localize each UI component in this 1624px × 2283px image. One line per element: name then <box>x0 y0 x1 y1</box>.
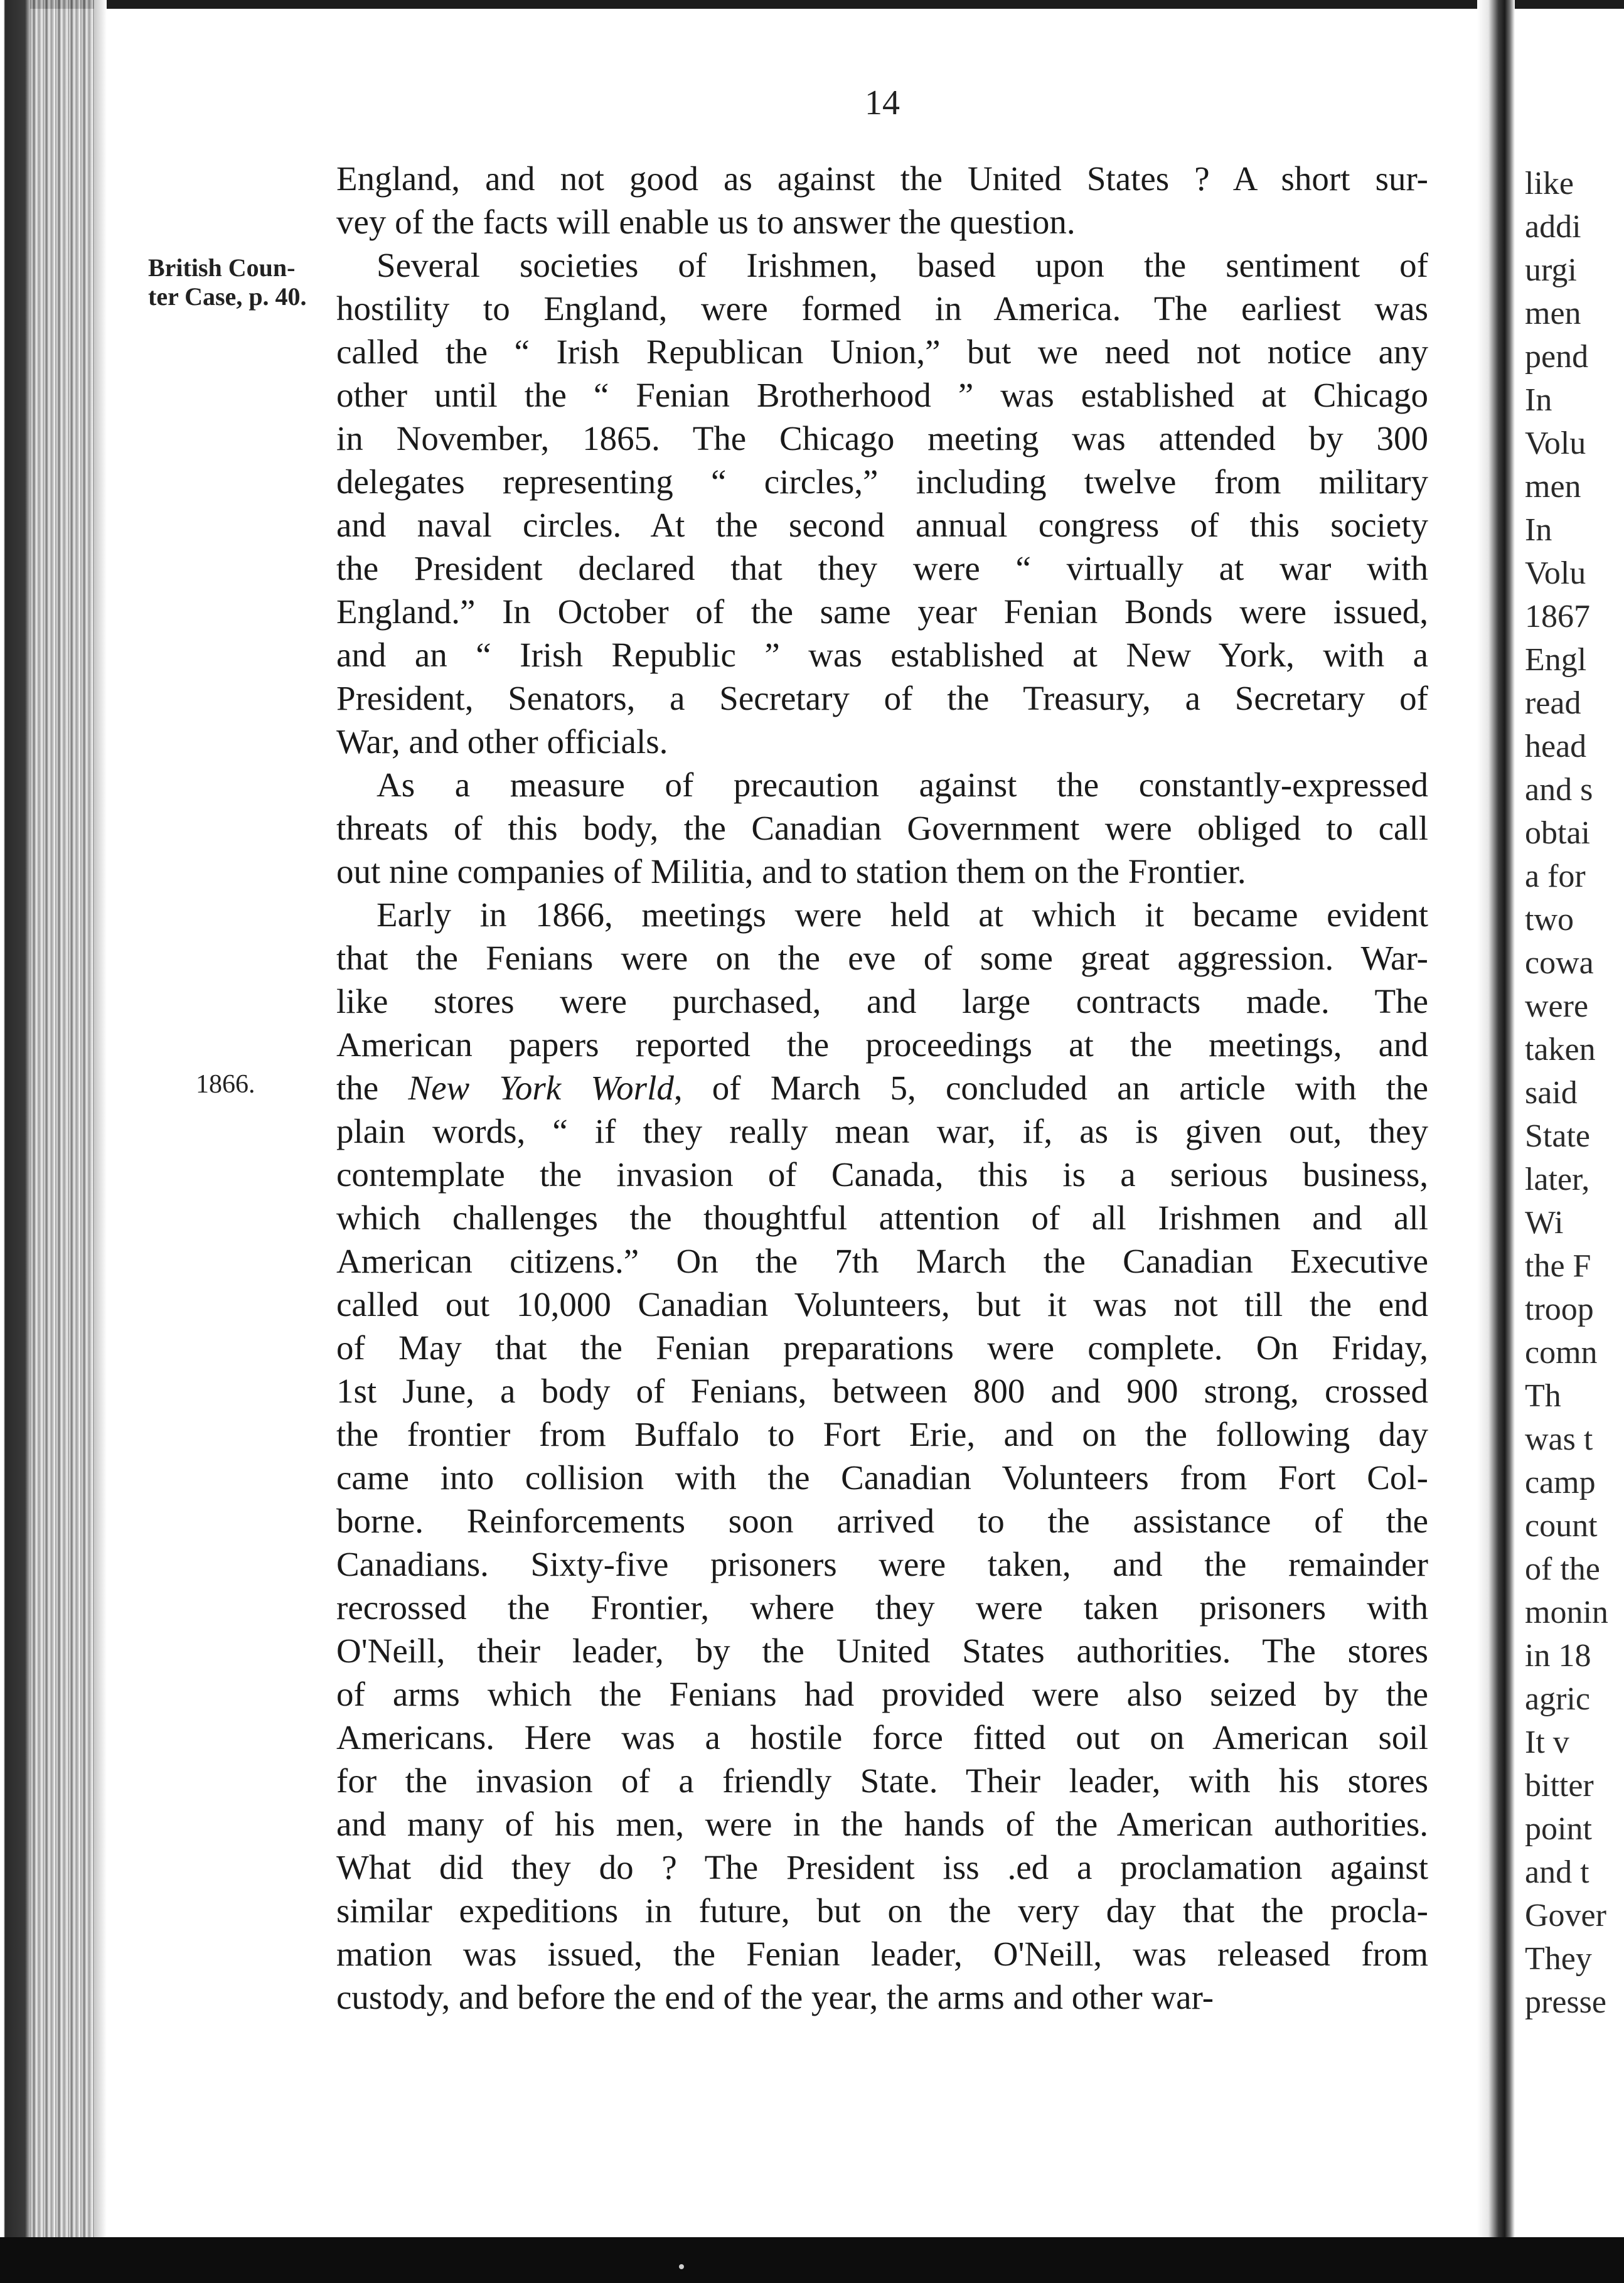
adjacent-page-fragment: said <box>1525 1075 1578 1111</box>
adjacent-page-fragment: later, <box>1525 1162 1590 1197</box>
adjacent-page-fragment: of the <box>1525 1551 1600 1587</box>
adjacent-page-fragment: the F <box>1525 1248 1591 1284</box>
adjacent-page-fragment: presse <box>1525 1984 1606 2020</box>
text-line: called the “ Irish Republican Union,” but we need not notice any <box>336 333 1428 371</box>
text-line: delegates representing “ circles,” including twelve from military <box>336 462 1428 501</box>
adjacent-page-fragment: bitter <box>1525 1768 1594 1804</box>
text-line: and many of his men, were in the hands of the American authorities. <box>336 1805 1428 1843</box>
text-line: O'Neill, their leader, by the United States authorities. The stores <box>336 1632 1428 1670</box>
adjacent-page-fragment: were <box>1525 988 1589 1024</box>
page-number: 14 <box>865 83 900 122</box>
text-line: Early in 1866, meetings were held at which it became evident <box>377 896 1428 934</box>
adjacent-page-fragment: obtai <box>1525 815 1590 851</box>
text-line: called out 10,000 Canadian Volunteers, but it was not till the end <box>336 1285 1428 1323</box>
text-line: President, Senators, a Secretary of the Treasury, a Secretary of <box>336 679 1428 717</box>
adjacent-page-fragment: They <box>1525 1941 1592 1977</box>
adjacent-page-fragment: In <box>1525 512 1552 548</box>
adjacent-page-fragment: taken <box>1525 1032 1596 1067</box>
text-line: for the invasion of a friendly State. Their leader, with his stores <box>336 1762 1428 1800</box>
text-line: hostility to England, were formed in America. The earliest was <box>336 289 1428 328</box>
text-line: plain words, “ if they really mean war, if, as is given out, they <box>336 1112 1428 1150</box>
adjacent-page-fragment: It v <box>1525 1724 1569 1760</box>
scan-left-edge <box>0 0 30 2283</box>
text-line: War, and other officials. <box>336 722 668 761</box>
adjacent-page-fragment: point <box>1525 1811 1592 1847</box>
text-line: of May that the Fenian preparations were complete. On Friday, <box>336 1329 1428 1367</box>
text-line: custody, and before the end of the year, the arms and other war- <box>336 1978 1214 2016</box>
text-line: and an “ Irish Republic ” was established at New York, with a <box>336 636 1428 674</box>
text-line: in November, 1865. The Chicago meeting was attended by 300 <box>336 419 1428 457</box>
text-line: out nine companies of Militia, and to station them on the Frontier. <box>336 852 1246 890</box>
adjacent-page-fragment: was t <box>1525 1421 1593 1457</box>
adjacent-page-fragment: men <box>1525 296 1581 331</box>
adjacent-page-fragment: comn <box>1525 1335 1598 1371</box>
adjacent-page-fragment: two <box>1525 902 1574 938</box>
text-line: that the Fenians were on the eve of some great aggression. War- <box>336 939 1428 977</box>
text-line: threats of this body, the Canadian Government were obliged to call <box>336 809 1428 847</box>
newspaper-title: New York World <box>408 1069 674 1107</box>
text-line: vey of the facts will enable us to answer the question. <box>336 203 1076 241</box>
page-gutter <box>1477 0 1515 2283</box>
text-line: Canadians. Sixty-five prisoners were taken, and the remainder <box>336 1545 1428 1583</box>
adjacent-page-fragment: monin <box>1525 1595 1608 1630</box>
text-line: American citizens.” On the 7th March the Canadian Executive <box>336 1242 1428 1280</box>
adjacent-page-fragment: like <box>1525 166 1574 201</box>
text-line: which challenges the thoughtful attention of all Irishmen and all <box>336 1199 1428 1237</box>
adjacent-page-fragment: Volu <box>1525 425 1586 461</box>
adjacent-page-fragment: pend <box>1525 339 1589 375</box>
text-line: the President declared that they were “ virtually at war with <box>336 549 1428 587</box>
text-line: Several societies of Irishmen, based upon the sentiment of <box>377 246 1428 284</box>
text-line: and naval circles. At the second annual congress of this society <box>336 506 1428 544</box>
text-line: the frontier from Buffalo to Fort Erie, and on the following day <box>336 1415 1428 1453</box>
adjacent-page-fragment: urgi <box>1525 252 1577 288</box>
adjacent-page-fragment: count <box>1525 1508 1598 1544</box>
scan-bottom-edge <box>0 2237 1624 2283</box>
text-line: 1st June, a body of Fenians, between 800 and 900 strong, crossed <box>336 1372 1428 1410</box>
margin-note-line: 1866. <box>196 1070 255 1099</box>
adjacent-page-fragment: Volu <box>1525 555 1586 591</box>
adjacent-page-fragment: addi <box>1525 209 1581 245</box>
margin-note-line: British Coun- <box>148 254 296 282</box>
adjacent-page-fragment: troop <box>1525 1291 1594 1327</box>
adjacent-page-fragment: Th <box>1525 1378 1561 1414</box>
text-line: similar expeditions in future, but on the very day that the procla- <box>336 1891 1428 1930</box>
adjacent-page-fragment: camp <box>1525 1465 1596 1500</box>
adjacent-page-fragment: Gover <box>1525 1898 1606 1933</box>
adjacent-page-fragment: and t <box>1525 1854 1589 1890</box>
adjacent-page-fragment: cowa <box>1525 945 1594 981</box>
adjacent-page-fragment: in 18 <box>1525 1638 1591 1674</box>
text-line: England, and not good as against the United States ? A short sur- <box>336 159 1428 198</box>
text-line: contemplate the invasion of Canada, this is a serious business, <box>336 1155 1428 1194</box>
text-line: borne. Reinforcements soon arrived to the assistance of the <box>336 1502 1428 1540</box>
book-binding <box>30 0 99 2283</box>
text-line: As a measure of precaution against the constantly-expressed <box>377 766 1428 804</box>
scan-top-edge <box>0 0 1624 9</box>
adjacent-page-fragment: Wi <box>1525 1205 1564 1241</box>
margin-note-line: ter Case, p. 40. <box>148 282 307 311</box>
adjacent-page-fragment: and s <box>1525 772 1593 808</box>
text-line: mation was issued, the Fenian leader, O'Neill, was released from <box>336 1935 1428 1973</box>
text-line: the New York World, of March 5, concluded an article with the <box>336 1069 1428 1107</box>
text-line: American papers reported the proceedings at the meetings, and <box>336 1025 1428 1064</box>
adjacent-page-fragment: men <box>1525 469 1581 505</box>
text-line: recrossed the Frontier, where they were taken prisoners with <box>336 1588 1428 1627</box>
adjacent-page-fragment: read <box>1525 685 1581 721</box>
adjacent-page-fragment: State <box>1525 1118 1590 1154</box>
binding-shadow <box>94 0 107 2283</box>
text-line: other until the “ Fenian Brotherhood ” was established at Chicago <box>336 376 1428 414</box>
adjacent-page-fragment: agric <box>1525 1681 1590 1717</box>
text-line: of arms which the Fenians had provided were also seized by the <box>336 1675 1428 1713</box>
scan-speck <box>679 2264 684 2269</box>
adjacent-page-fragments <box>1525 162 1624 2024</box>
adjacent-page-fragment: In <box>1525 382 1552 418</box>
adjacent-page-fragment: 1867 <box>1525 599 1590 634</box>
text-line: What did they do ? The President iss .ed a proclamation against <box>336 1848 1428 1886</box>
body-text <box>336 157 1428 2019</box>
text-line: like stores were purchased, and large contracts made. The <box>336 982 1428 1020</box>
text-line: England.” In October of the same year Fenian Bonds were issued, <box>336 592 1428 631</box>
adjacent-page-fragment: head <box>1525 729 1587 764</box>
adjacent-page-fragment: Engl <box>1525 642 1587 678</box>
adjacent-page-fragment: a for <box>1525 858 1586 894</box>
margin-note-british-counter-case <box>148 254 343 311</box>
text-line: came into collision with the Canadian Volunteers from Fort Col- <box>336 1458 1428 1497</box>
text-line: Americans. Here was a hostile force fitted out on American soil <box>336 1718 1428 1756</box>
